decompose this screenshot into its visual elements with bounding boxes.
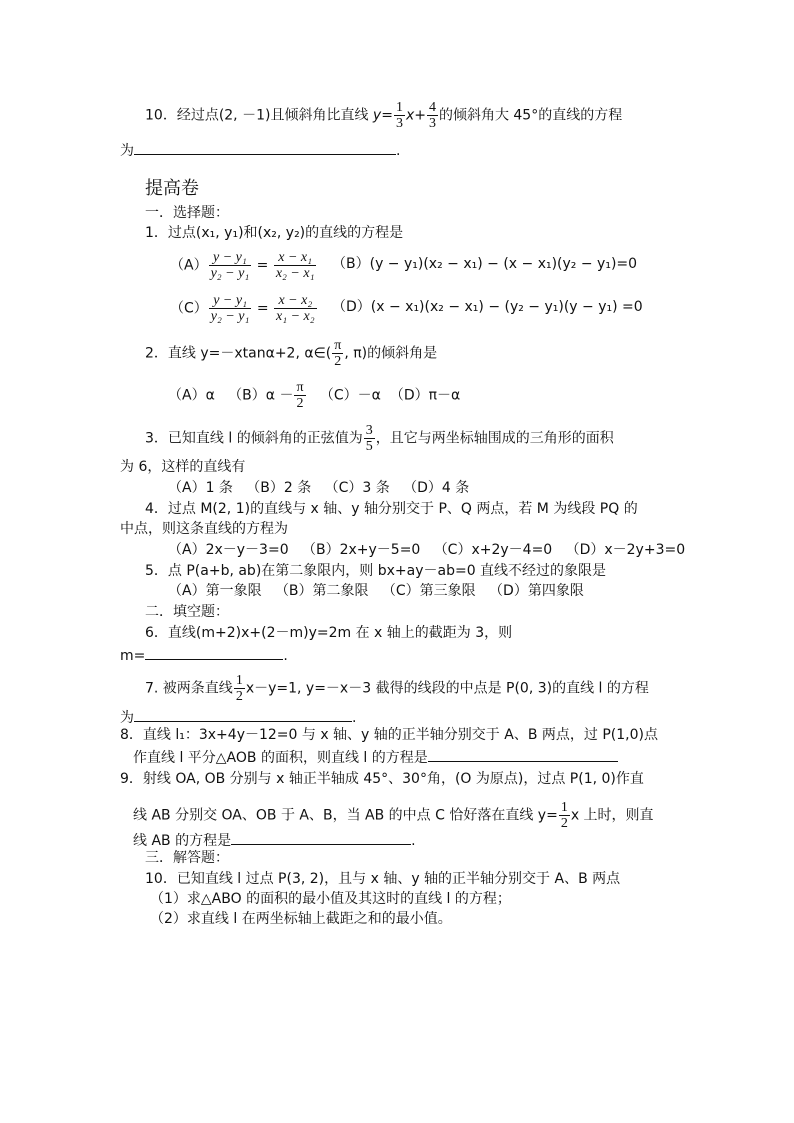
option-label: （A）	[170, 257, 208, 274]
q3-text-post: ，且它与两坐标轴围成的三角形的面积	[375, 430, 614, 447]
fraction-numerator: 3	[365, 423, 373, 438]
fraction-denominator: 2	[296, 396, 304, 411]
q10-line1: 10．已知直线 l 过点 P(3, 2)，且与 x 轴、y 轴的正半轴分别交于 A、B 两点	[145, 871, 621, 887]
q7-line1	[145, 673, 649, 704]
fraction-denominator: 2	[235, 689, 243, 704]
fraction	[209, 250, 252, 281]
q1-option-d: （D）(x − x₁)(x₂ − x₁) − (y₂ − y₁)(y − y₁) =0	[332, 299, 643, 315]
q8-line2-text: 作直线 l 平分△AOB 的面积，则直线 l 的方程是	[133, 750, 428, 766]
fraction-pi-over-2	[332, 338, 343, 369]
answer-prefix: m=	[120, 648, 146, 664]
answer-prefix: 为	[120, 710, 134, 726]
fraction-numerator: 1	[235, 673, 243, 688]
q1-option-c: （C） $\frac{\text{y − y₁}}{\text{y₂ − y₁}}$ = $\frac{\text{x − x₂}}{\text{x₁ − x₂}}$	[170, 293, 315, 324]
answer-blank[interactable]	[145, 645, 283, 660]
q6-line1: 6．直线(m+2)x+(2－m)y=2m 在 x 轴上的截距为 3，则	[145, 625, 513, 641]
q9-line2-post: x 上时，则直	[570, 807, 654, 824]
answer-suffix: .	[396, 143, 401, 159]
q4-options	[168, 542, 685, 558]
fraction-denominator: x₂ − x₁	[275, 266, 315, 281]
fraction-denominator: 2	[560, 816, 568, 831]
fraction-denominator: y₂ − y₁	[210, 266, 250, 281]
q8-line2	[133, 747, 618, 766]
part1-heading: 一．选择题：	[145, 205, 229, 221]
q7-line2	[120, 707, 356, 726]
fraction-numerator: x − x₁	[274, 250, 317, 266]
fraction-four-thirds	[427, 100, 438, 131]
fraction	[209, 293, 252, 324]
q4-line1: 4．过点 M(2, 1)的直线与 x 轴、y 轴分别交于 P、Q 两点，若 M 为线段 PQ 的	[145, 501, 638, 517]
answer-prefix: 为	[120, 143, 134, 159]
q2-stem-pre: 2．直线 y=－xtanα+2, α∈(	[145, 345, 332, 362]
q3-text-pre: 3．已知直线 l 的倾斜角的正弦值为	[145, 430, 363, 447]
fraction-numerator: π	[296, 380, 304, 395]
fraction-numerator: π	[334, 338, 342, 353]
q4-option-c: （C）x+2y－4=0	[433, 542, 553, 558]
section-title: 提高卷	[145, 178, 199, 199]
fraction	[274, 293, 317, 324]
option-label: （C）	[170, 300, 208, 317]
q5-line1: 5．点 P(a+b, ab)在第二象限内，则 bx+ay－ab=0 直线不经过的象限是	[145, 563, 607, 579]
q9-line2-pre: 线 AB 分别交 OA、OB 于 A、B，当 AB 的中点 C 恰好落在直线 y=	[133, 807, 558, 824]
fraction-one-half	[234, 673, 245, 704]
q2-options	[168, 380, 460, 411]
q3-line1	[145, 423, 614, 454]
fraction-one-third	[394, 100, 405, 131]
q5-options	[168, 583, 584, 599]
q10-top-text-pre: 10．经过点(2, －1)且倾斜角比直线	[145, 107, 373, 124]
q1-option-b: （B）(y − y₁)(x₂ − x₁) − (x − x₁)(y₂ − y₁)=0	[332, 256, 638, 272]
fraction-denominator: 3	[395, 116, 403, 131]
answer-suffix: .	[283, 648, 288, 664]
answer-blank[interactable]	[134, 140, 396, 155]
q4-line2: 中点，则这条直线的方程为	[120, 521, 288, 537]
q8-line1: 8．直线 l₁：3x+4y－12=0 与 x 轴、y 轴的正半轴分别交于 A、B 两点，过 P(1,0)点	[120, 727, 658, 743]
q3-line2: 为 6，这样的直线有	[120, 459, 246, 475]
q6-line2	[120, 645, 288, 664]
fraction-three-fifths	[364, 423, 375, 454]
fraction-one-half	[559, 800, 570, 831]
q10-top-text-post: 的倾斜角大 45°的直线的方程	[438, 107, 623, 124]
part3-heading: 三．解答题：	[145, 850, 229, 866]
fraction	[274, 250, 317, 281]
fraction-pi-over-2	[294, 380, 305, 411]
answer-prefix: 线 AB 的方程是	[133, 833, 232, 849]
part2-heading: 二．填空题：	[145, 604, 229, 620]
fraction-denominator: y₂ − y₁	[210, 309, 250, 324]
answer-blank[interactable]	[134, 707, 352, 722]
q9-line1: 9．射线 OA, OB 分别与 x 轴正半轴成 45°、30°角，(O 为原点)，过点 P(1, 0)作直	[120, 771, 644, 787]
eq-equals: =	[381, 107, 393, 124]
q2-option-d: （D）π－α	[389, 387, 461, 404]
q2-stem-post: , π)的倾斜角是	[344, 345, 438, 362]
q4-option-a: （A）2x－y－3=0	[168, 542, 289, 558]
q5-option-a: （A）第一象限	[168, 583, 262, 599]
fraction-denominator: 3	[428, 116, 436, 131]
fraction-numerator: y − y₁	[209, 250, 252, 266]
fraction-denominator: x₁ − x₂	[276, 309, 315, 324]
q1-stem: 1．过点(x₁, y₁)和(x₂, y₂)的直线的方程是	[145, 225, 404, 241]
q10-sub2: （2）求直线 l 在两坐标轴上截距之和的最小值。	[150, 911, 452, 927]
eq-y: y	[372, 107, 382, 124]
eq-x: x+	[405, 107, 426, 124]
fraction-numerator: 1	[560, 800, 568, 815]
q2-option-b: （B）α －	[228, 387, 294, 404]
fraction-denominator: 2	[334, 354, 342, 369]
q3-options	[168, 480, 469, 496]
q3-option-b: （B）2 条	[246, 480, 312, 496]
q7-text-pre: 7. 被两条直线	[145, 680, 233, 697]
q10-top-line1	[145, 100, 622, 131]
q10-top-line2	[120, 140, 400, 159]
answer-blank[interactable]	[231, 830, 411, 845]
q3-option-c: （C）3 条	[324, 480, 390, 496]
answer-suffix: .	[352, 710, 357, 726]
fraction-numerator: x − x₂	[274, 293, 317, 309]
answer-blank[interactable]	[428, 747, 618, 762]
q2-stem	[145, 338, 437, 369]
q4-option-d: （D）x－2y+3=0	[565, 542, 686, 558]
q2-option-c: （C）－α	[319, 387, 381, 404]
q9-line3	[133, 830, 416, 849]
q10-sub1: （1）求△ABO 的面积的最小值及其这时的直线 l 的方程；	[150, 891, 511, 907]
fraction-numerator: 4	[428, 100, 436, 115]
q5-option-b: （B）第二象限	[274, 583, 369, 599]
q3-option-a: （A）1 条	[168, 480, 233, 496]
fraction-numerator: 1	[395, 100, 403, 115]
fraction-numerator: y − y₁	[209, 293, 252, 309]
q2-option-a: （A）α	[168, 387, 215, 404]
q5-option-c: （C）第三象限	[381, 583, 476, 599]
q5-option-d: （D）第四象限	[489, 583, 584, 599]
answer-suffix: .	[411, 833, 416, 849]
q4-option-b: （B）2x+y－5=0	[301, 542, 421, 558]
fraction-denominator: 5	[365, 439, 373, 454]
q7-text-post: x－y=1, y=－x－3 截得的线段的中点是 P(0, 3)的直线 l 的方程	[245, 680, 649, 697]
q3-option-d: （D）4 条	[403, 480, 470, 496]
q9-line2	[133, 800, 654, 831]
q1-option-a: （A） $\frac{\text{y − y₁}}{\text{y₂ − y₁}}$ = $\frac{\text{x − x₁}}{\text{x₂ − x₁}}$	[170, 250, 315, 281]
